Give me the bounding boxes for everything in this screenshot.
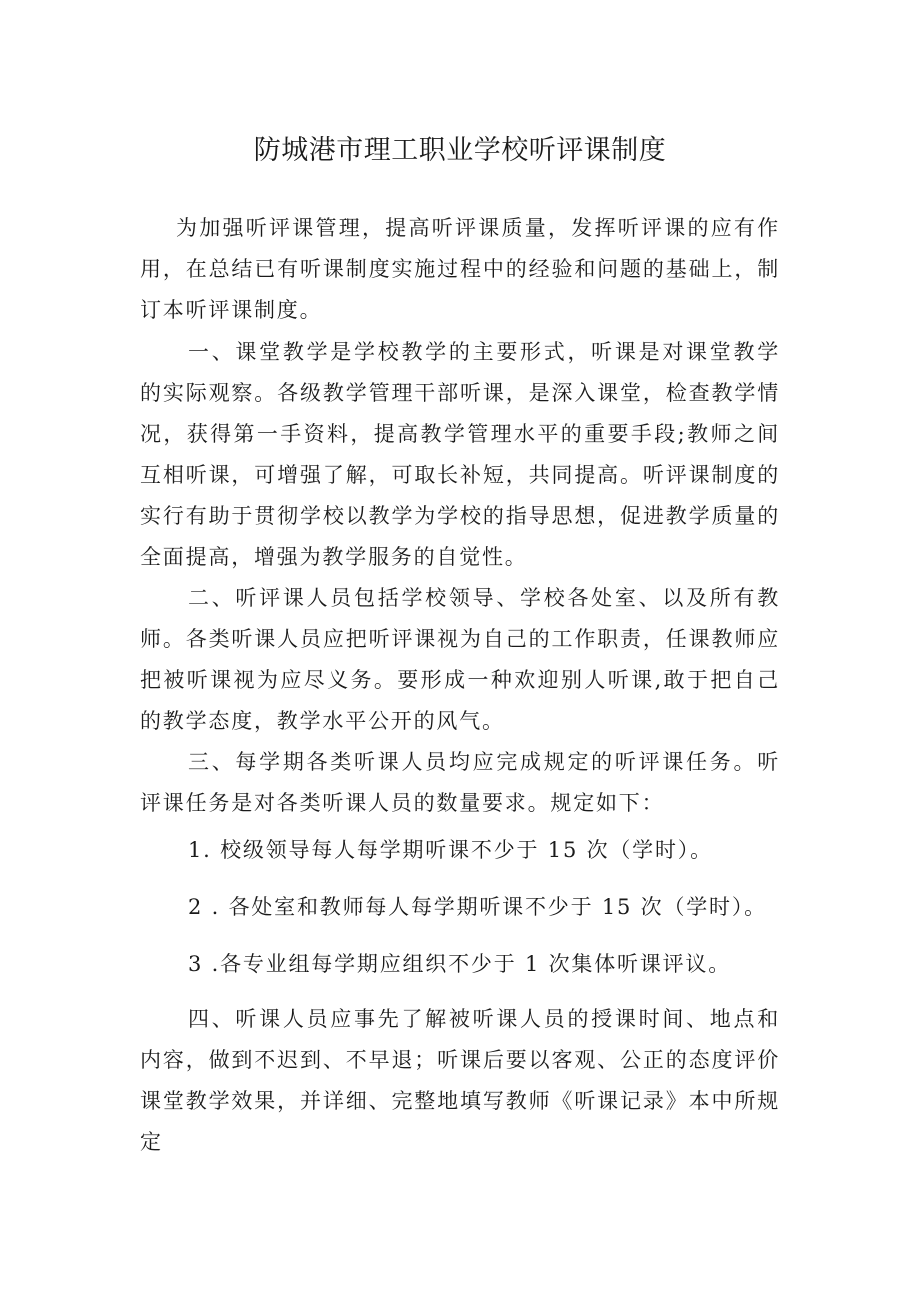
paragraph-intro: 为加强听评课管理，提高听评课质量，发挥听评课的应有作用，在总结已有听课制度实施过程中的经验和问题的基础上，制订本听评课制度。 (140, 216, 780, 322)
paragraph-section-3: 三、每学期各类听课人员均应完成规定的听评课任务。听评课任务是对各类听课人员的数量要求。规定如下： (140, 750, 780, 815)
document-body (140, 208, 780, 1163)
list-item: 1. 校级领导每人每学期听课不少于 15 次（学时）。 (188, 838, 713, 862)
paragraph-section-2: 二、听评课人员包括学校领导、学校各处室、以及所有教师。各类听课人员应把听评课视为自己的工作职责，任课教师应把被听课视为应尽义务。要形成一种欢迎别人听课,敢于把自己的教学态度，教学水平公开的风气。 (140, 586, 780, 733)
list-item: 3 .各专业组每学期应组织不少于 1 次集体听课评议。 (188, 952, 732, 976)
list-item: 2 . 各处室和教师每人每学期听课不少于 15 次（学时）。 (188, 895, 767, 919)
document-title: 防城港市理工职业学校听评课制度 (253, 135, 667, 166)
paragraph-section-1: 一、课堂教学是学校教学的主要形式，听课是对课堂教学的实际观察。各级教学管理干部听课，是深入课堂，检查教学情况，获得第一手资料，提高教学管理水平的重要手段;教师之间互相听课，可增强了解，可取长补短，共同提高。听评课制度的实行有助于贯彻学校以教学为学校的指导思想，促进教学质量的全面提高，增强为教学服务的自觉性。 (140, 340, 780, 569)
paragraph-section-4: 四、听课人员应事先了解被听课人员的授课时间、地点和内容，做到不迟到、不早退；听课后要以客观、公正的态度评价课堂教学效果，并详细、完整地填写教师《听课记录》本中所规定 (140, 1007, 780, 1154)
